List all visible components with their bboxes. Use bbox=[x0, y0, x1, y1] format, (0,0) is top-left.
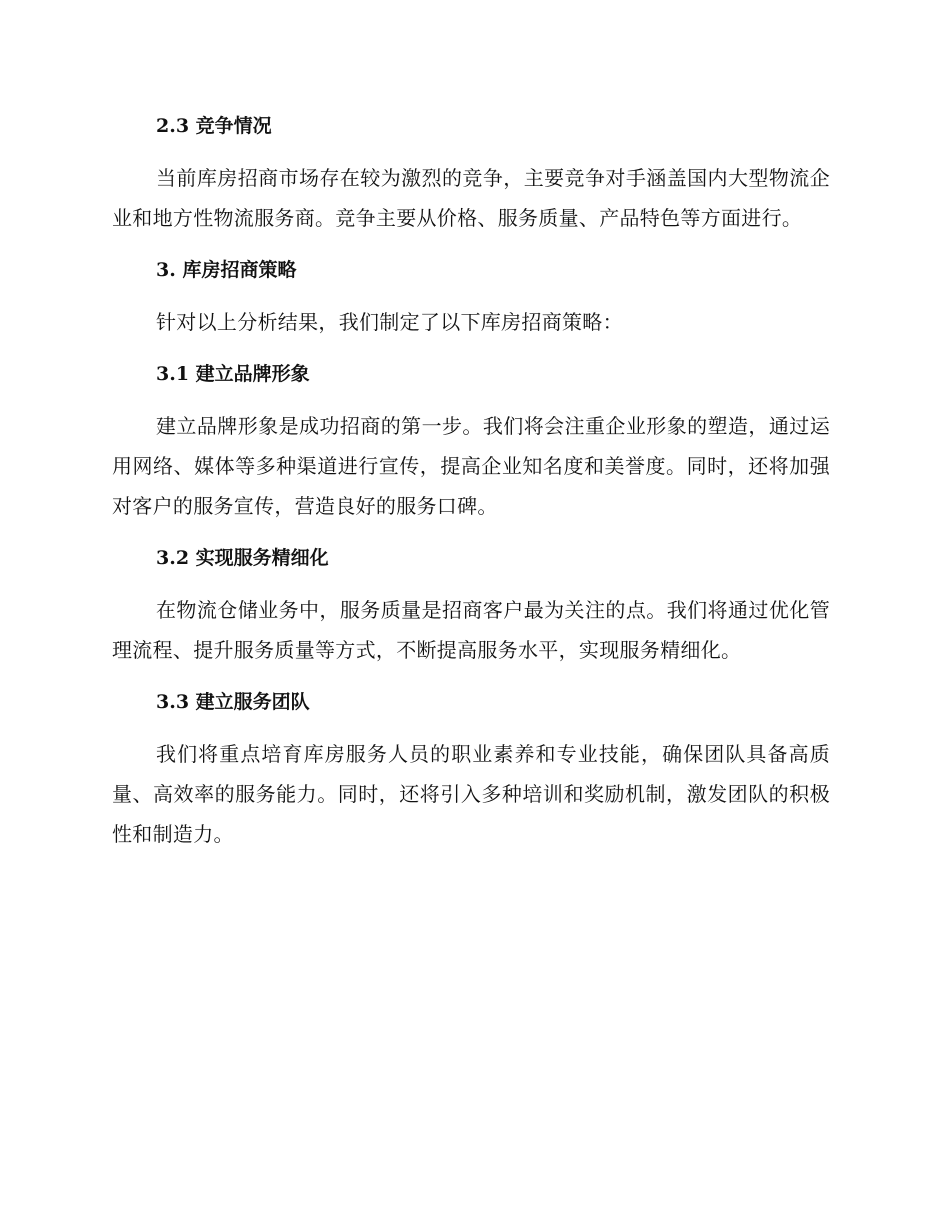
paragraph-competition: 当前库房招商市场存在较为激烈的竞争，主要竞争对手涵盖国内大型物流企业和地方性物流服务商。竞争主要从价格、服务质量、产品特色等方面进行。 bbox=[112, 166, 830, 230]
paragraph-strategy-intro: 针对以上分析结果，我们制定了以下库房招商策略： bbox=[156, 310, 623, 334]
paragraph-service-refinement: 在物流仓储业务中，服务质量是招商客户最为关注的点。我们将通过优化管理流程、提升服务质量等方式，不断提高服务水平，实现服务精细化。 bbox=[112, 598, 830, 662]
paragraph-service-team: 我们将重点培育库房服务人员的职业素养和专业技能，确保团队具备高质量、高效率的服务能力。同时，还将引入多种培训和奖励机制，激发团队的积极性和制造力。 bbox=[112, 742, 830, 846]
section-heading-2-3: 2.3 竞争情况 bbox=[156, 115, 272, 137]
document-body bbox=[112, 108, 830, 868]
section-heading-3-3: 3.3 建立服务团队 bbox=[156, 691, 310, 713]
section-heading-3-1: 3.1 建立品牌形象 bbox=[156, 363, 310, 385]
paragraph-brand-image: 建立品牌形象是成功招商的第一步。我们将会注重企业形象的塑造，通过运用网络、媒体等多种渠道进行宣传，提高企业知名度和美誉度。同时，还将加强对客户的服务宣传，营造良好的服务口碑。 bbox=[112, 414, 830, 518]
section-heading-3: 3. 库房招商策略 bbox=[156, 259, 297, 281]
section-heading-3-2: 3.2 实现服务精细化 bbox=[156, 547, 329, 569]
